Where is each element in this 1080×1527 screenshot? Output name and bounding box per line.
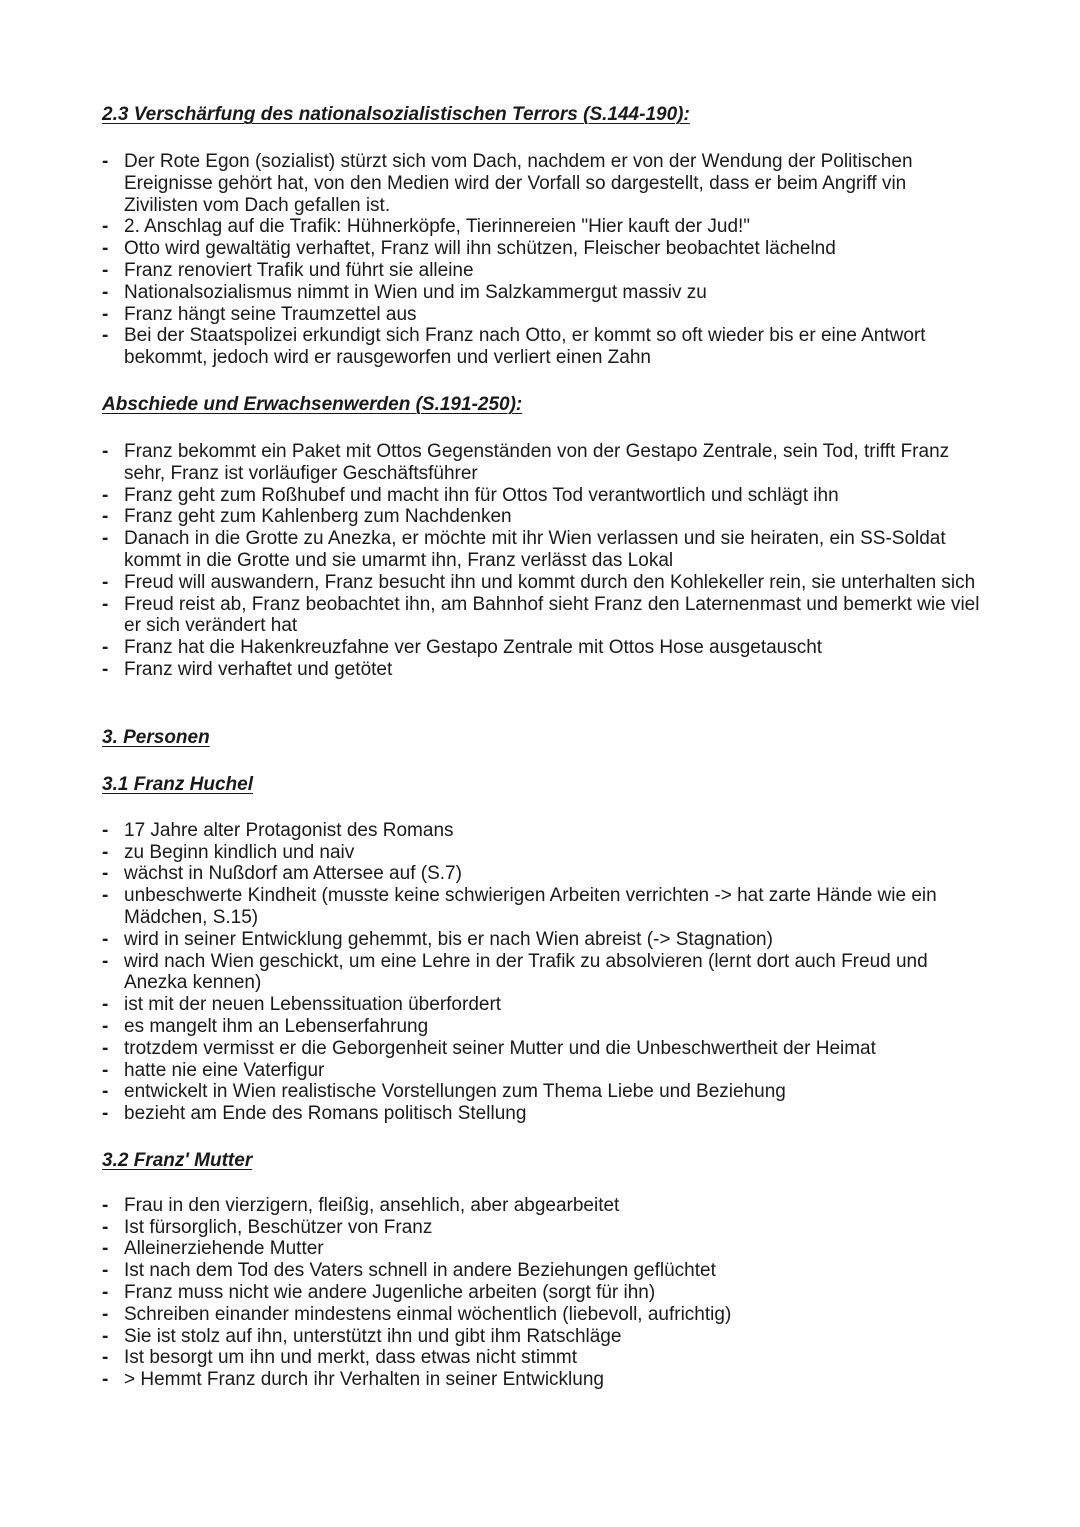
list-item: - Otto wird gewaltätig verhaftet, Franz will ihn schützen, Fleischer beobachtet lächelnd [102,238,982,260]
list-item: - Franz geht zum Roßhubef und macht ihn für Ottos Tod verantwortlich und schlägt ihn [102,485,982,507]
section-list-abschiede [102,441,982,681]
list-item: - > Hemmt Franz durch ihr Verhalten in seiner Entwicklung [102,1369,982,1391]
subsection-heading-3-1: 3.1 Franz Huchel [102,773,253,795]
section-heading-abschiede: Abschiede und Erwachsenwerden (S.191-250): [102,393,523,415]
list-item: - Ist fürsorglich, Beschützer von Franz [102,1217,982,1239]
list-item: - Franz wird verhaftet und getötet [102,659,982,681]
list-item: - bezieht am Ende des Romans politisch Stellung [102,1103,982,1125]
list-item: - Franz hat die Hakenkreuzfahne ver Gestapo Zentrale mit Ottos Hose ausgetauscht [102,637,982,659]
list-item: - Nationalsozialismus nimmt in Wien und im Salzkammergut massiv zu [102,282,982,304]
list-item: - Danach in die Grotte zu Anezka, er möchte mit ihr Wien verlassen und sie heiraten, ein SS-Soldat kommt in die Grotte und sie umarmt ihn, Franz verlässt das Lokal [102,528,982,572]
list-item: - trotzdem vermisst er die Geborgenheit seiner Mutter und die Unbeschwertheit der Heimat [102,1038,982,1060]
list-item: - zu Beginn kindlich und naiv [102,842,982,864]
list-item: - wächst in Nußdorf am Attersee auf (S.7) [102,863,982,885]
main-heading-personen: 3. Personen [102,726,210,748]
document-page [102,98,982,1391]
list-item: - wird nach Wien geschickt, um eine Lehre in der Trafik zu absolvieren (lernt dort auch Freud und Anezka kennen) [102,951,982,995]
list-item: - ist mit der neuen Lebenssituation überfordert [102,994,982,1016]
list-item: - Freud reist ab, Franz beobachtet ihn, am Bahnhof sieht Franz den Laternenmast und bemerkt wie viel er sich verändert hat [102,594,982,638]
subsection-list-3-2 [102,1195,982,1391]
list-item: - wird in seiner Entwicklung gehemmt, bis er nach Wien abreist (-> Stagnation) [102,929,982,951]
list-item: - hatte nie eine Vaterfigur [102,1060,982,1082]
list-item: - es mangelt ihm an Lebenserfahrung [102,1016,982,1038]
subsection-heading-3-2: 3.2 Franz' Mutter [102,1149,253,1171]
list-item: - Frau in den vierzigern, fleißig, ansehlich, aber abgearbeitet [102,1195,982,1217]
list-item: - Alleinerziehende Mutter [102,1238,982,1260]
list-item: - Freud will auswandern, Franz besucht ihn und kommt durch den Kohlekeller rein, sie unterhalten sich [102,572,982,594]
list-item: - Ist nach dem Tod des Vaters schnell in andere Beziehungen geflüchtet [102,1260,982,1282]
list-item: - Ist besorgt um ihn und merkt, dass etwas nicht stimmt [102,1347,982,1369]
list-item: - 17 Jahre alter Protagonist des Romans [102,820,982,842]
list-item: - Der Rote Egon (sozialist) stürzt sich vom Dach, nachdem er von der Wendung der Politischen Ereignisse gehört hat, von den Medien wird der Vorfall so dargestellt, dass er beim Angriff vin Zivilisten vom Dach gefallen ist. [102,151,982,216]
list-item: - entwickelt in Wien realistische Vorstellungen zum Thema Liebe und Beziehung [102,1081,982,1103]
list-item: - Sie ist stolz auf ihn, unterstützt ihn und gibt ihm Ratschläge [102,1326,982,1348]
list-item: - Franz hängt seine Traumzettel aus [102,304,982,326]
list-item: - 2. Anschlag auf die Trafik: Hühnerköpfe, Tierinnereien "Hier kauft der Jud!" [102,216,982,238]
list-item: - unbeschwerte Kindheit (musste keine schwierigen Arbeiten verrichten -> hat zarte Hände wie ein Mädchen, S.15) [102,885,982,929]
section-list-2-3 [102,151,982,369]
list-item: - Bei der Staatspolizei erkundigt sich Franz nach Otto, er kommt so oft wieder bis er eine Antwort bekommt, jedoch wird er rausgeworfen und verliert einen Zahn [102,325,982,369]
list-item: - Franz renoviert Trafik und führt sie alleine [102,260,982,282]
subsection-list-3-1 [102,820,982,1125]
section-heading-2-3: 2.3 Verschärfung des nationalsozialistischen Terrors (S.144-190): [102,104,690,125]
list-item: - Schreiben einander mindestens einmal wöchentlich (liebevoll, aufrichtig) [102,1304,982,1326]
list-item: - Franz muss nicht wie andere Jugenliche arbeiten (sorgt für ihn) [102,1282,982,1304]
list-item: - Franz geht zum Kahlenberg zum Nachdenken [102,506,982,528]
list-item: - Franz bekommt ein Paket mit Ottos Gegenständen von der Gestapo Zentrale, sein Tod, trifft Franz sehr, Franz ist vorläufiger Geschäftsführer [102,441,982,485]
